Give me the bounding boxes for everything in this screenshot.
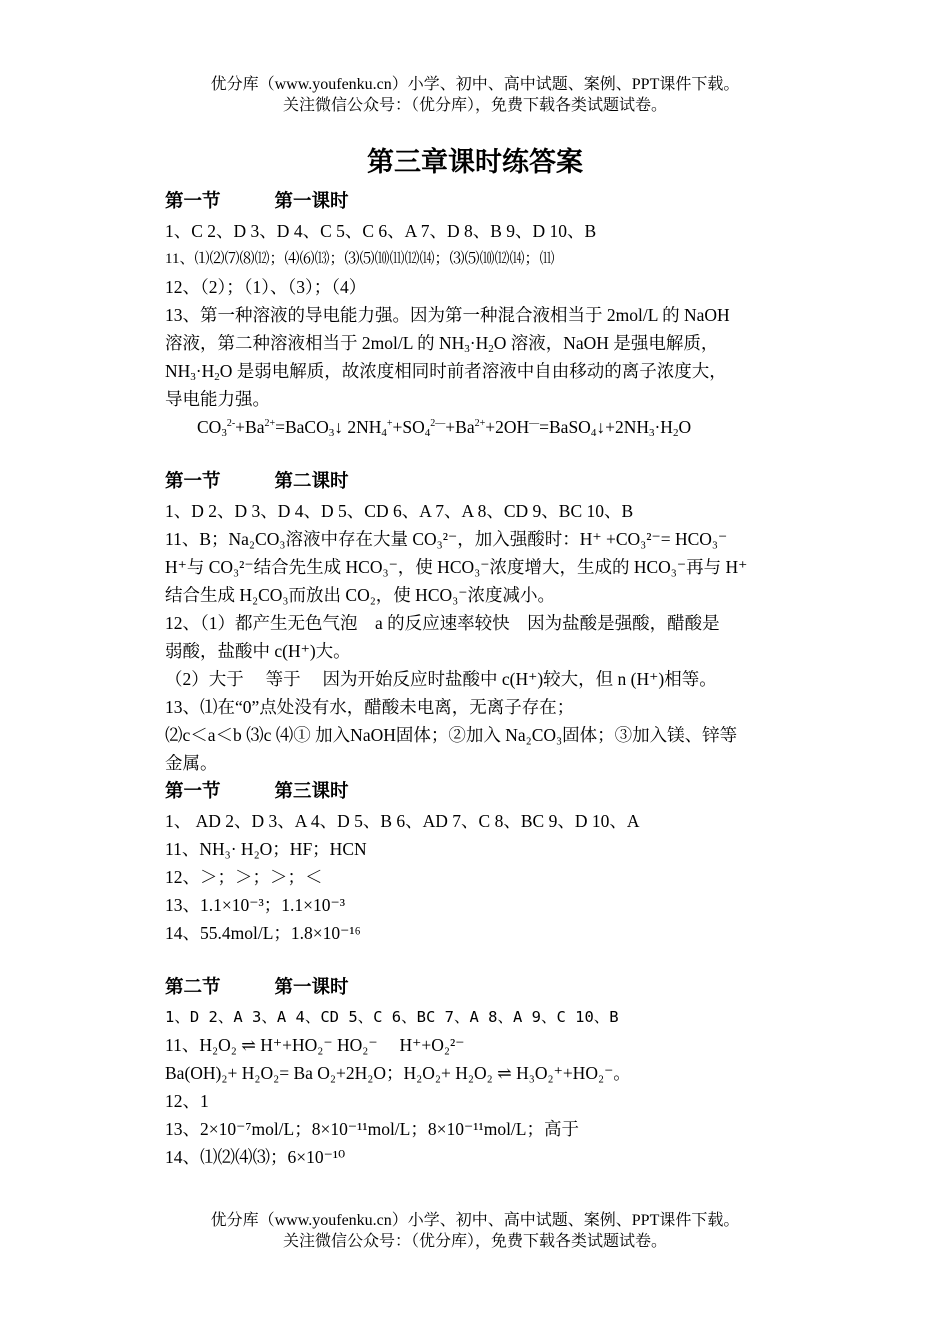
answer-line: H⁺与 CO₃²⁻结合先生成 HCO₃⁻，使 HCO₃⁻浓度增大，生成的 HCO₃⁻再与 H⁺ — [165, 557, 748, 577]
equation-line: $CO_3^{2-}+Ba^{2+}=BaCO_3↓$ $2NH_4^++SO_4^{2—}+Ba^{2+}+2OH^—=BaSO_4↓+2NH_3\cdot H_2O$ — [197, 417, 692, 439]
answer-line: 结合生成 H₂CO₃而放出 CO₂，使 HCO₃⁻浓度减小。 — [165, 585, 555, 605]
section-label: 第一节 — [165, 781, 221, 802]
page-header — [0, 74, 950, 116]
answer-line: $NH_3\cdot H_2O$ 是弱电解质，故浓度相同时前者溶液中自由移动的离子浓度大， — [165, 361, 727, 383]
answer-line: 1、D 2、D 3、D 4、D 5、CD 6、A 7、A 8、CD 9、BC 10、B — [165, 501, 634, 521]
lesson-label: 第一课时 — [274, 977, 349, 998]
answer-line: Ba(OH)₂+ H₂O₂= Ba O₂+2H₂O；H₂O₂+ H₂O₂ ⇌ H₃O₂⁺+HO₂⁻。 — [165, 1063, 631, 1083]
header-line-1: 优分库（www.youfenku.cn）小学、初中、高中试题、案例、PPT课件下载。 — [210, 76, 740, 93]
footer-line-1: 优分库（www.youfenku.cn）小学、初中、高中试题、案例、PPT课件下载。 — [210, 1212, 740, 1229]
section-heading-3 — [165, 777, 795, 807]
section-label: 第一节 — [165, 191, 221, 212]
answer-line: 11、NH₃· H₂O；HF；HCN — [165, 839, 367, 859]
answer-line: 13、2×10⁻⁷mol/L；8×10⁻¹¹mol/L；8×10⁻¹¹mol/L；高于 — [165, 1119, 579, 1139]
page-title: 第三章课时练答案 — [367, 147, 583, 178]
answer-line: 溶液，第二种溶液相当于 2mol/L 的 $NH_3\cdot H_2O$ 溶液，NaOH 是强电解质， — [165, 333, 719, 355]
answer-line: 弱酸，盐酸中 c(H⁺)大。 — [165, 641, 351, 661]
answer-line: （2）大于 等于 因为开始反应时盐酸中 c(H⁺)较大，但 n (H⁺)相等。 — [165, 669, 717, 689]
section-heading-1 — [165, 187, 795, 217]
lesson-label: 第一课时 — [274, 191, 349, 212]
answer-line: 1、D 2、A 3、A 4、CD 5、C 6、BC 7、A 8、A 9、C 10、B — [165, 1008, 619, 1026]
answer-line: 12、＞；＞；＞；＜ — [165, 867, 323, 887]
answer-line: ⑵c＜a＜b ⑶c ⑷① 加入NaOH固体；②加入 Na₂CO₃固体；③加入镁、锌等 — [165, 725, 738, 745]
footer-line-2: 关注微信公众号：（优分库），免费下载各类试题试卷。 — [282, 1233, 667, 1250]
section-label: 第二节 — [165, 977, 221, 998]
answer-line: 11、H₂O₂ ⇌ H⁺+HO₂⁻ HO₂⁻ H⁺+O₂²⁻ — [165, 1035, 465, 1055]
page-footer — [0, 1210, 950, 1252]
answer-line: 金属。 — [165, 753, 218, 773]
answer-line: 12、1 — [165, 1091, 209, 1111]
answer-line: 13、⑴在“0”点处没有水，醋酸未电离，无离子存在； — [165, 697, 575, 717]
answer-line: 11、B；Na₂CO₃溶液中存在大量 CO₃²⁻，加入强酸时：H⁺ +CO₃²⁻= HCO₃⁻ — [165, 529, 728, 549]
answer-line: 导电能力强。 — [165, 389, 270, 409]
answer-line: 12、（2）；（1）、（3）；（4） — [165, 277, 367, 297]
section-label: 第一节 — [165, 471, 221, 492]
lesson-label: 第二课时 — [274, 471, 349, 492]
answer-line: 12、（1）都产生无色气泡 a 的反应速率较快 因为盐酸是强酸，醋酸是 — [165, 613, 720, 633]
answer-line: 1、 AD 2、D 3、A 4、D 5、B 6、AD 7、C 8、BC 9、D 10、A — [165, 811, 640, 831]
answer-content — [165, 187, 795, 1171]
answer-line: 14、⑴⑵⑷⑶；6×10⁻¹⁰ — [165, 1147, 346, 1167]
answer-line: 13、1.1×10⁻³；1.1×10⁻³ — [165, 895, 345, 915]
answer-line: 14、55.4mol/L；1.8×10⁻¹⁶ — [165, 923, 361, 943]
answer-line: 1、C 2、D 3、D 4、C 5、C 6、A 7、D 8、B 9、D 10、B — [165, 221, 597, 241]
lesson-label: 第三课时 — [274, 781, 349, 802]
answer-line: 13、第一种溶液的导电能力强。因为第一种混合液相当于 2mol/L 的 NaOH — [165, 305, 730, 325]
section-heading-2 — [165, 467, 795, 497]
section-heading-4 — [165, 973, 795, 1003]
answer-line: 11、⑴⑵⑺⑻⑿；⑷⑹⒀；⑶⑸⑽⑾⑿⒁；⑶⑸⑽⑿⒁；⑾ — [165, 251, 555, 267]
header-line-2: 关注微信公众号：（优分库），免费下载各类试题试卷。 — [282, 97, 667, 114]
